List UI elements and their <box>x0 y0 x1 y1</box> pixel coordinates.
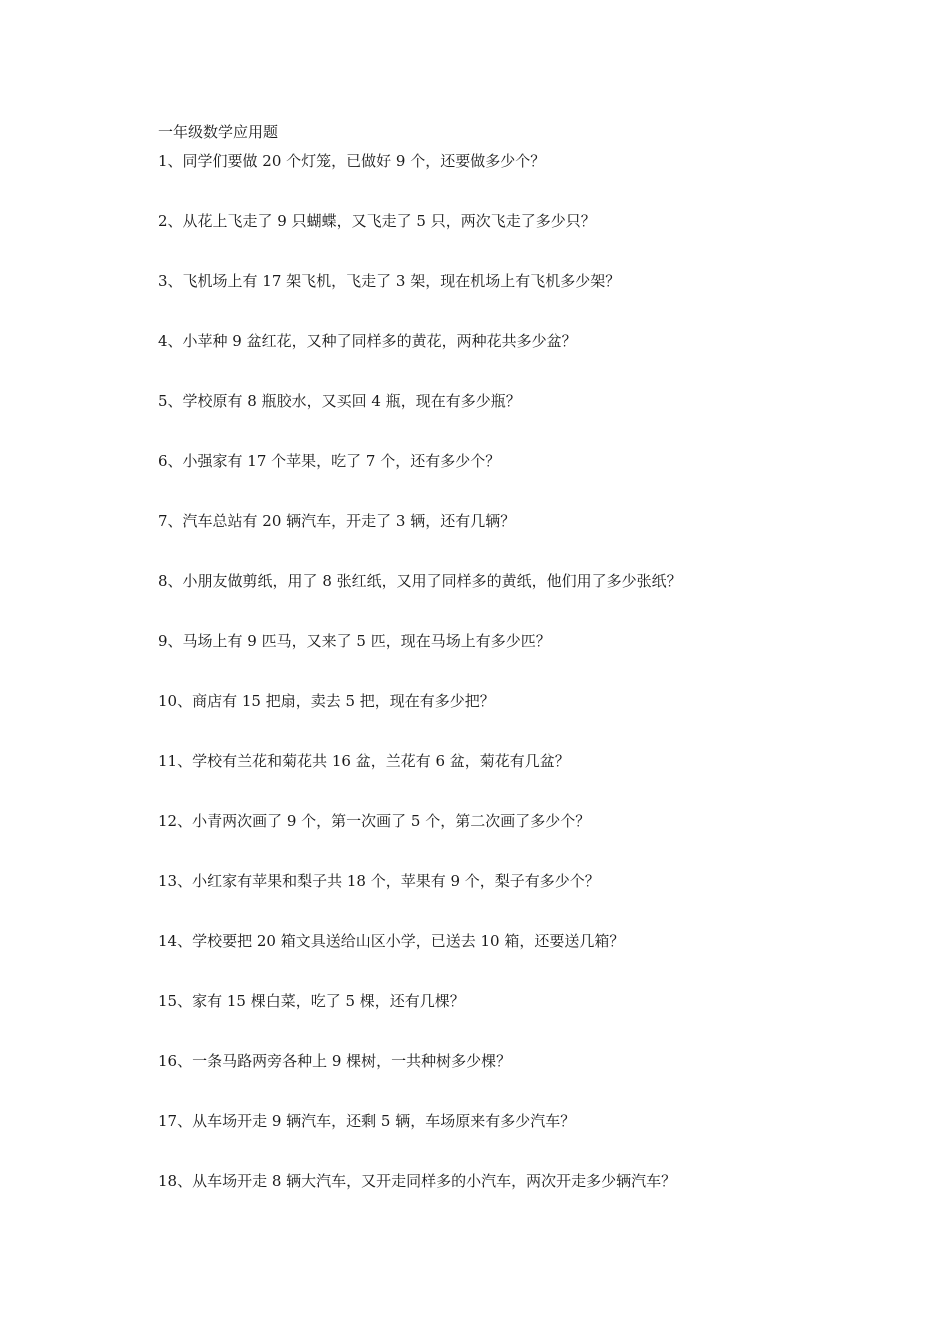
question-item: 2、从花上飞走了 9 只蝴蝶，又飞走了 5 只，两次飞走了多少只？ <box>158 212 596 230</box>
question-item: 8、小朋友做剪纸，用了 8 张红纸，又用了同样多的黄纸，他们用了多少张纸？ <box>158 572 682 590</box>
question-item: 3、飞机场上有 17 架飞机，飞走了 3 架，现在机场上有飞机多少架？ <box>158 272 621 290</box>
question-item: 1、同学们要做 20 个灯笼，已做好 9 个，还要做多少个？ <box>158 152 546 170</box>
document-title: 一年级数学应用题 <box>158 123 279 141</box>
question-item: 7、汽车总站有 20 辆汽车，开走了 3 辆，还有几辆？ <box>158 512 516 530</box>
question-item: 16、一条马路两旁各种上 9 棵树，一共种树多少棵？ <box>158 1052 512 1070</box>
question-item: 9、马场上有 9 匹马，又来了 5 匹，现在马场上有多少匹？ <box>158 632 551 650</box>
question-item: 11、学校有兰花和菊花共 16 盆，兰花有 6 盆，菊花有几盆？ <box>158 752 570 770</box>
question-item: 5、学校原有 8 瓶胶水，又买回 4 瓶，现在有多少瓶？ <box>158 392 521 410</box>
question-item: 4、小苹种 9 盆红花，又种了同样多的黄花，两种花共多少盆？ <box>158 332 577 350</box>
question-item: 17、从车场开走 9 辆汽车，还剩 5 辆，车场原来有多少汽车？ <box>158 1112 576 1130</box>
question-item: 6、小强家有 17 个苹果，吃了 7 个，还有多少个？ <box>158 452 501 470</box>
question-item: 14、学校要把 20 箱文具送给山区小学，已送去 10 箱，还要送几箱？ <box>158 932 625 950</box>
question-item: 13、小红家有苹果和梨子共 18 个，苹果有 9 个，梨子有多少个？ <box>158 872 600 890</box>
question-item: 10、商店有 15 把扇，卖去 5 把，现在有多少把？ <box>158 692 495 710</box>
question-item: 12、小青两次画了 9 个，第一次画了 5 个，第二次画了多少个？ <box>158 812 591 830</box>
question-list <box>158 150 682 1230</box>
question-item: 15、家有 15 棵白菜，吃了 5 棵，还有几棵？ <box>158 992 465 1010</box>
question-item: 18、从车场开走 8 辆大汽车，又开走同样多的小汽车，两次开走多少辆汽车？ <box>158 1172 677 1190</box>
